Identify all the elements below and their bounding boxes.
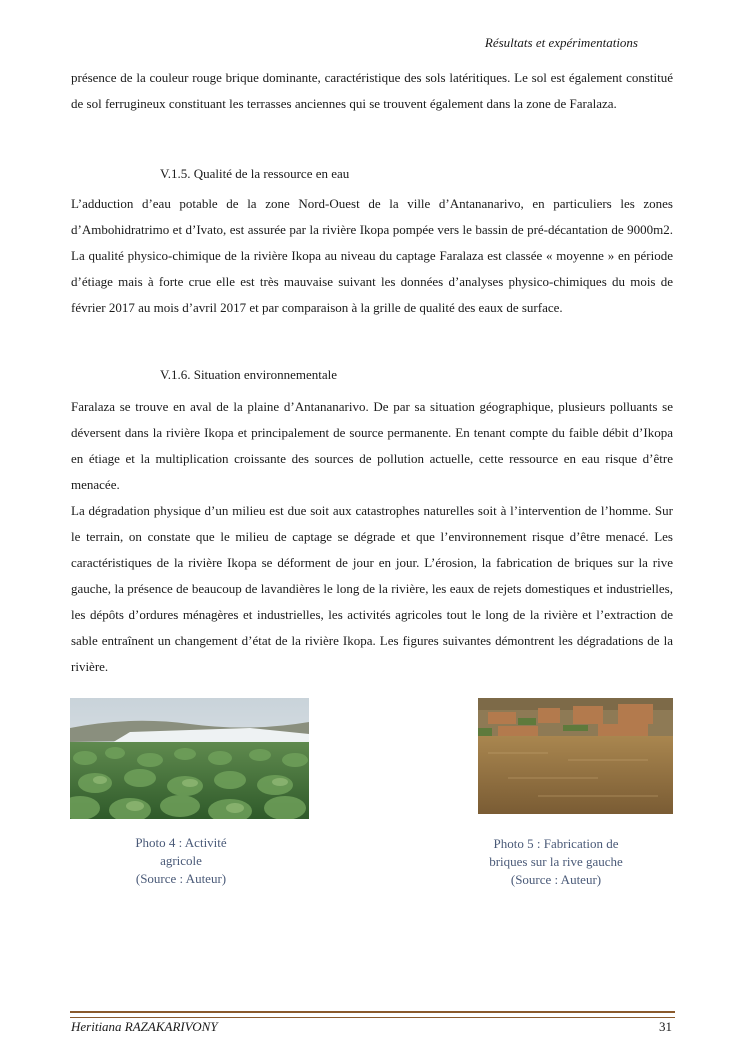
photo-agricultural-activity bbox=[70, 698, 309, 819]
environment-paragraph-2: La dégradation physique d’un milieu est due soit aux catastrophes naturelles soit à l’intervention de l’homme. Sur le terrain, on constate que le milieu de captage se dégrade et que l’environnement risque d’être menacé. Les caractéristiques de la rivière Ikopa se déforment de jour en jour. L’érosion, la fabrication de briques sur la rive gauche, la présence de beaucoup de lavandières le long de la rivière, les eaux de rejets domestiques et industrielles, les dépôts d’ordures ménagères et industrielles, les activités agricoles tout le long de la rivière et l’extraction de sable entraînent un changement d’état de la rivière Ikopa. Les figures suivantes démontrent les dégradations de la rivière. bbox=[71, 503, 673, 674]
page-number: 31 bbox=[659, 1019, 672, 1034]
caption-photo-5-line-1: Photo 5 : Fabrication de bbox=[493, 836, 619, 851]
brick-making-river-image bbox=[478, 698, 673, 814]
caption-photo-5-line-2: briques sur la rive gauche bbox=[489, 854, 623, 869]
caption-photo-4 bbox=[110, 834, 252, 888]
caption-photo-4-line-1: Photo 4 : Activité bbox=[135, 835, 227, 850]
caption-photo-5 bbox=[466, 835, 646, 889]
environment-paragraph-1: Faralaza se trouve en aval de la plaine d’Antananarivo. De par sa situation géographique, plusieurs polluants se déversent dans la rivière Ikopa et principalement de source permanente. En tenant compte du faible débit d’Ikopa en étiage et la multiplication croissante des sources de pollution actuelle, cette ressource en eau risque d’être menacée. bbox=[71, 399, 673, 492]
running-header: Résultats et expérimentations bbox=[484, 35, 638, 50]
section-heading-environment: V.1.6. Situation environnementale bbox=[160, 367, 338, 382]
intro-paragraph: présence de la couleur rouge brique dominante, caractéristique des sols latéritiques. Le sol est également constitué de sol ferrugineux constituant les terrasses anciennes qui se trouvent également dans la zone de Faralaza. bbox=[71, 70, 673, 111]
water-quality-paragraph: L’adduction d’eau potable de la zone Nord-Ouest de la ville d’Antananarivo, en particuliers les zones d’Ambohidratrimo et d’Ivato, est assurée par la rivière Ikopa pompée vers le bassin de pré-décantation de 9000m2. La qualité physico-chimique de la rivière Ikopa au niveau du captage Faralaza est classée « moyenne » en période d’étiage mais à forte crue elle est très mauvaise suivant les données d’analyses physico-chimiques du mois de février 2017 au mois d’avril 2017 et par comparaison à la grille de qualité des eaux de surface. bbox=[71, 196, 673, 315]
caption-photo-5-source: (Source : Auteur) bbox=[510, 872, 602, 887]
photo-brick-making bbox=[478, 698, 673, 814]
footer-divider bbox=[70, 1011, 675, 1018]
footer-author: Heritiana RAZAKARIVONY bbox=[71, 1019, 218, 1034]
agricultural-field-image bbox=[70, 698, 309, 819]
caption-photo-4-line-2: agricole bbox=[160, 853, 202, 868]
section-heading-water-quality: V.1.5. Qualité de la ressource en eau bbox=[160, 166, 350, 181]
caption-photo-4-source: (Source : Auteur) bbox=[135, 871, 227, 886]
